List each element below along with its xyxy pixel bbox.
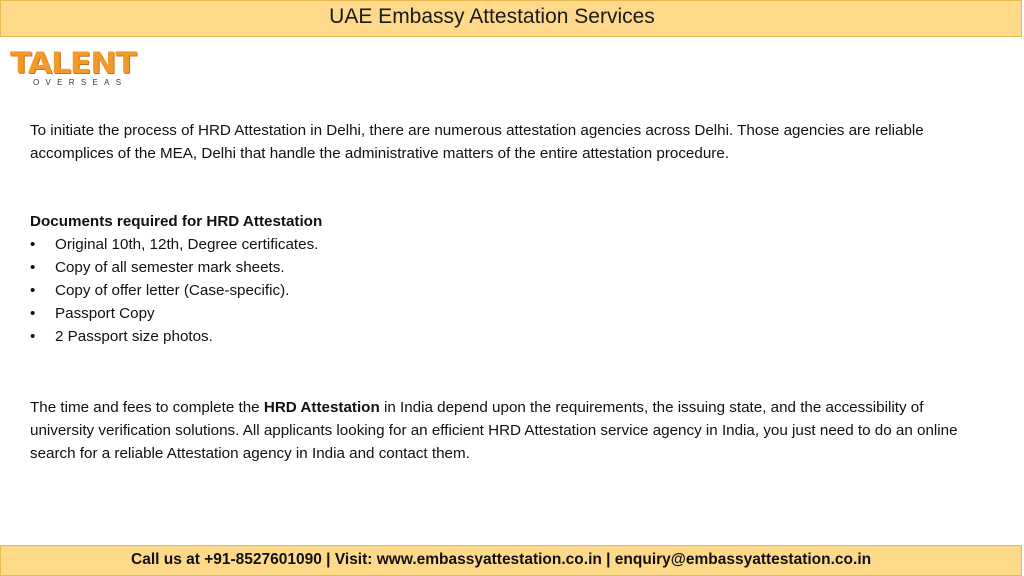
bullet-icon: • bbox=[30, 305, 36, 322]
list-item-text: Original 10th, 12th, Degree certificates. bbox=[55, 236, 319, 253]
documents-heading: Documents required for HRD Attestation bbox=[30, 213, 323, 230]
bullet-icon: • bbox=[30, 282, 36, 299]
list-item-text: 2 Passport size photos. bbox=[55, 328, 213, 345]
contact-line: Call us at +91-8527601090 | Visit: www.embassyattestation.co.in | enquiry@embassyattestation.co.in bbox=[131, 551, 872, 568]
intro-paragraph: To initiate the process of HRD Attestation in Delhi, there are numerous attestation agencies across Delhi. Those agencies are reliable accomplices of the MEA, Delhi that handle the administrative matters of the entire attestation procedure. bbox=[30, 122, 924, 162]
closing-text-start: The time and fees to complete the bbox=[30, 399, 264, 416]
list-item bbox=[30, 302, 980, 325]
logo-wordmark: TALENT bbox=[10, 46, 136, 80]
documents-section bbox=[30, 210, 980, 348]
documents-list bbox=[30, 233, 980, 348]
footer-bar bbox=[0, 545, 1022, 576]
page-title: UAE Embassy Attestation Services bbox=[329, 5, 655, 28]
bullet-icon: • bbox=[30, 259, 36, 276]
closing-emphasis: HRD Attestation bbox=[263, 399, 380, 416]
list-item bbox=[30, 233, 980, 256]
logo-subtitle: OVERSEAS bbox=[33, 78, 128, 87]
list-item bbox=[30, 256, 980, 279]
closing-paragraph bbox=[30, 396, 980, 465]
list-item bbox=[30, 279, 980, 302]
list-item-text: Copy of offer letter (Case-specific). bbox=[55, 282, 290, 299]
bullet-icon: • bbox=[30, 236, 36, 253]
list-item-text: Copy of all semester mark sheets. bbox=[55, 259, 285, 276]
list-item bbox=[30, 325, 980, 348]
closing-text-end: in India depend upon the requirements, the issuing state, and the accessibility of university verification solutions. All applicants looking for an efficient HRD Attestation service agency in India, you just need to do an online search for a reliable Attestation agency in India and contact them. bbox=[30, 399, 958, 462]
bullet-icon: • bbox=[30, 328, 36, 345]
list-item-text: Passport Copy bbox=[55, 305, 155, 322]
talent-overseas-logo bbox=[10, 46, 136, 90]
